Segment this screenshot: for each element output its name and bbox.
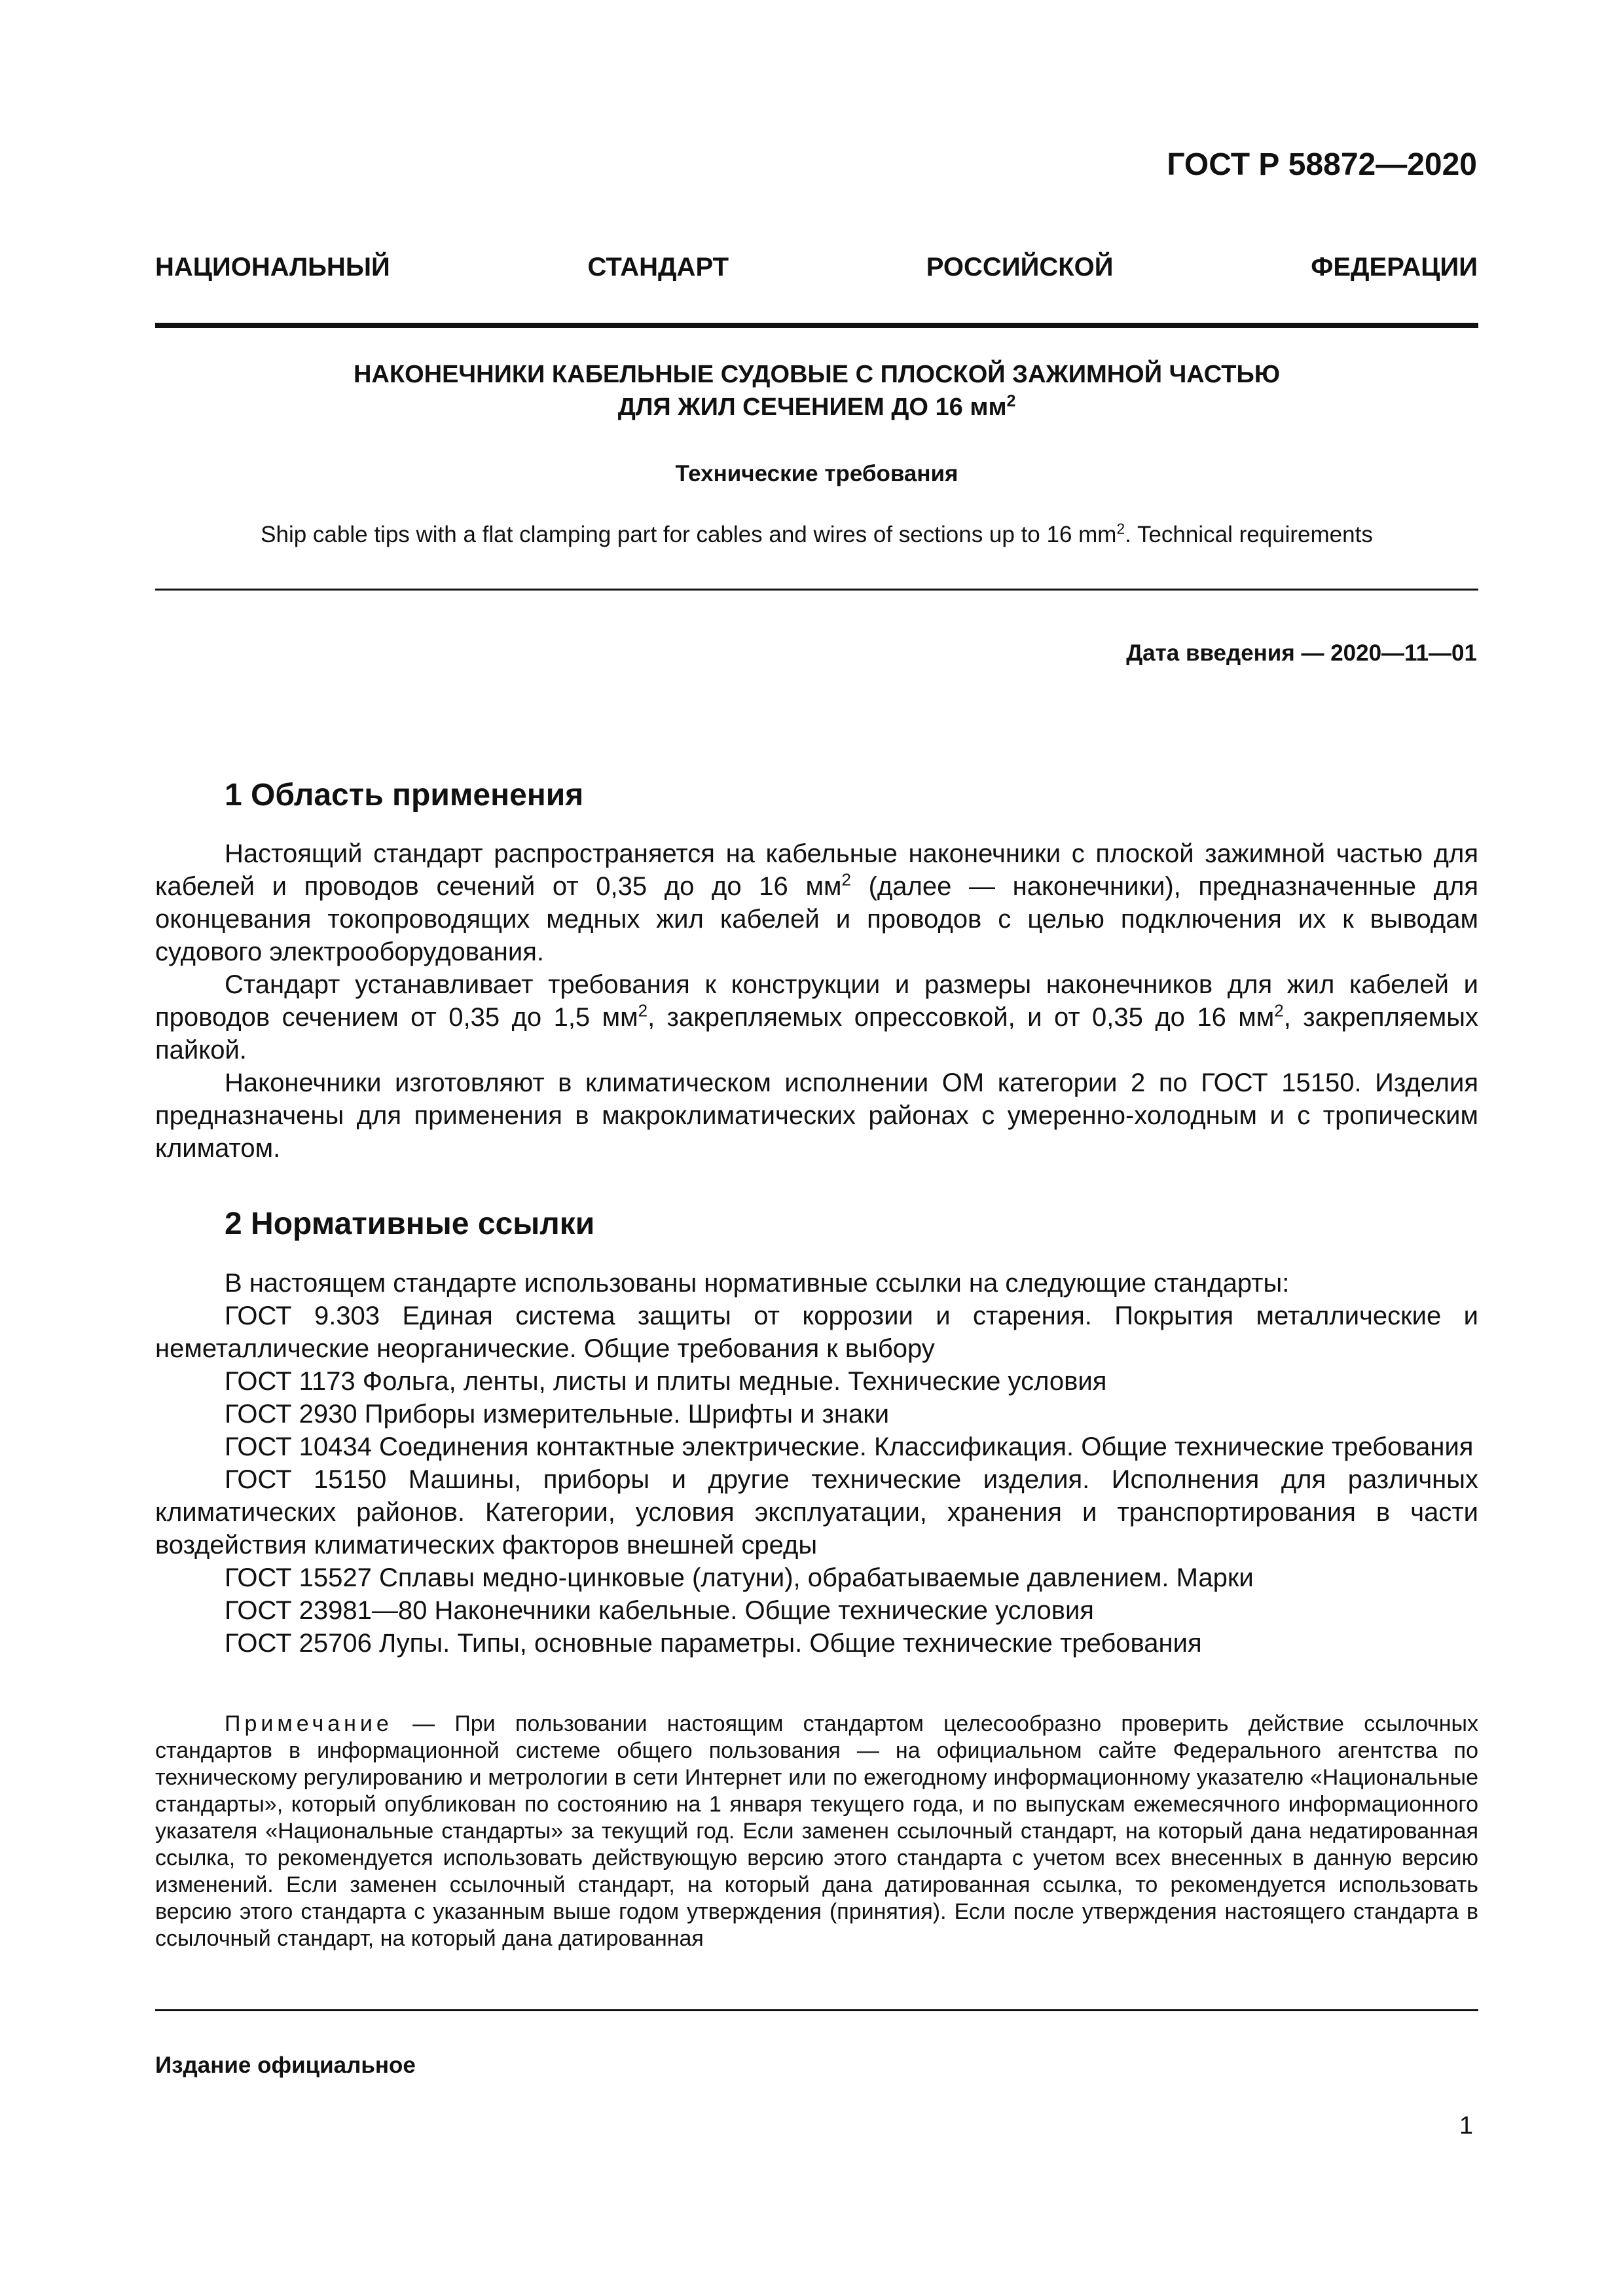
reference-item: ГОСТ 15150 Машины, приборы и другие технические изделия. Исполнения для различных климатических районов. Категории, условия эксплуатации, хранения и транспортирования в части воздействия климатических факторов внешней среды: [155, 1465, 1478, 1559]
references-intro: В настоящем стандарте использованы нормативные ссылки на следующие стандарты:: [225, 1269, 1290, 1298]
section-1-paragraph-2: Стандарт устанавливает требования к конструкции и размеры наконечников для жил кабелей и проводов сечением от 0,35 до 1,5 $мм^2$, закрепляемых опрессовкой, и от 0,35 до 16 $мм^2$, закрепляемых пайкой.: [155, 970, 1479, 1065]
reference-item: ГОСТ 2930 Приборы измерительные. Шрифты и знаки: [225, 1400, 890, 1429]
note-text: — При пользовании настоящим стандартом целесообразно проверить действие ссылочных стандартов в информационной системе общего пользования — на официальном сайте Федерального агентства по техническому регулированию и метрологии в сети Интернет или по ежегодному информационному указателю «Национальные стандарты», который опубликован по состоянию на 1 января текущего года, и по выпускам ежемесячного информационного указателя «Национальные стандарты» за текущий год. Если заменен ссылочный стандарт, на который дана недатированная ссылка, то рекомендуется использовать действующую версию этого стандарта с учетом всех внесенных в данную версию изменений. Если заменен ссылочный стандарт, на который дана датированная ссылка, то рекомендуется использовать версию этого стандарта с указанным выше годом утверждения (принятия). Если после утверждения настоящего стандарта в ссылочный стандарт, на который дана датированная: [155, 1711, 1478, 1951]
references-note: [155, 1711, 1478, 1952]
note-paragraph: [155, 1711, 1478, 1952]
reference-item: ГОСТ 23981—80 Наконечники кабельные. Общие технические условия: [225, 1596, 1094, 1625]
section-2-references: [155, 1267, 1478, 1660]
reference-item: ГОСТ 25706 Лупы. Типы, основные параметры. Общие технические требования: [225, 1629, 1202, 1658]
header-divider: [155, 323, 1478, 328]
introduction-date: Дата введения — 2020—11—01: [1126, 640, 1477, 666]
reference-item: ГОСТ 10434 Соединения контактные электрические. Классификация. Общие технические требования: [225, 1432, 1474, 1461]
national-standard-header: НАЦИОНАЛЬНЫЙ СТАНДАРТ РОССИЙСКОЙ ФЕДЕРАЦИИ: [155, 253, 1478, 282]
document-title: [155, 358, 1478, 424]
reference-item: ГОСТ 1173 Фольга, ленты, листы и плиты медные. Технические условия: [225, 1367, 1107, 1396]
note-label: Примечание: [225, 1711, 393, 1736]
title-divider: [155, 589, 1478, 591]
reference-item: ГОСТ 15527 Сплавы медно-цинковые (латуни), обрабатываемые давлением. Марки: [225, 1563, 1254, 1592]
section-2-heading: 2 Нормативные ссылки: [225, 1207, 595, 1241]
reference-item: ГОСТ 9.303 Единая система защиты от коррозии и старения. Покрытия металлические и неметаллические неорганические. Общие требования к выбору: [155, 1302, 1478, 1363]
section-1-heading: 1 Область применения: [225, 778, 584, 812]
document-subtitle: Технические требования: [675, 461, 958, 486]
document-number: ГОСТ Р 58872—2020: [1167, 147, 1477, 182]
title-line-2: ДЛЯ ЖИЛ СЕЧЕНИЕМ ДО 16 $мм^2$: [617, 392, 1016, 421]
official-edition-label: Издание официальное: [155, 2052, 416, 2078]
section-1-paragraph-1: Настоящий стандарт распространяется на кабельные наконечники с плоской зажимной частью для кабелей и проводов сечений от 0,35 до до 16 $мм^2$ (далее — наконечники), предназначенные для оконцевания токопроводящих медных жил кабелей и проводов с целью подключения их к выводам судового электрооборудования.: [155, 839, 1478, 966]
footer-divider: [155, 2009, 1478, 2011]
section-1-body: [155, 837, 1478, 1165]
section-1-paragraph-3: Наконечники изготовляют в климатическом исполнении ОМ категории 2 по ГОСТ 15150. Изделия предназначены для применения в макроклиматических районах с умеренно-холодным и с тропическим климатом.: [155, 1068, 1478, 1163]
title-line-1: НАКОНЕЧНИКИ КАБЕЛЬНЫЕ СУДОВЫЕ С ПЛОСКОЙ ЗАЖИМНОЙ ЧАСТЬЮ: [353, 361, 1281, 388]
english-title: Ship cable tips with a flat clamping part for cables and wires of sections up to 16 $mm^2$. Technical requirements: [261, 520, 1373, 547]
page-number: 1: [1459, 2112, 1473, 2140]
